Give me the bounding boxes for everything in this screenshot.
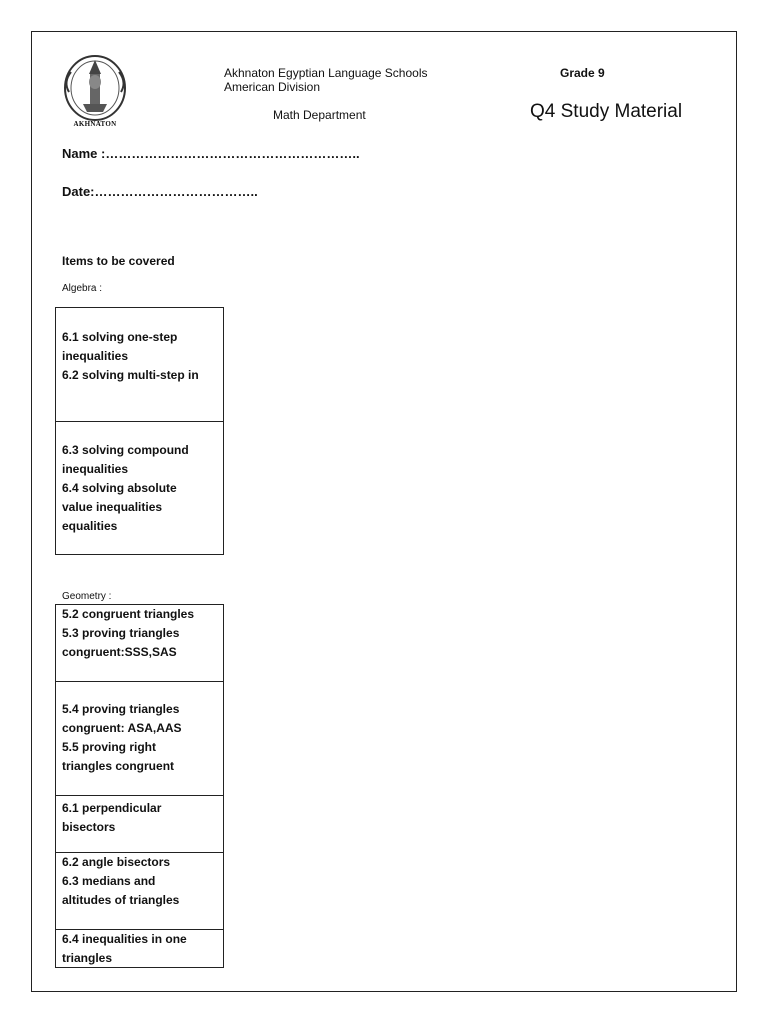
topic-line: 6.3 solving compound	[62, 443, 189, 457]
topic-line: 6.4 inequalities in one	[62, 932, 187, 946]
topic-line: equalities	[62, 519, 118, 533]
material-title: Q4 Study Material	[530, 101, 683, 122]
algebra-box-1	[55, 307, 224, 422]
grade: Grade 9	[560, 66, 605, 80]
algebra-box-2	[55, 421, 224, 555]
topic-line: congruent:SSS,SAS	[62, 645, 177, 659]
logo-text: AKHNATON	[73, 120, 117, 128]
topic-line: 6.2 solving multi-step in	[62, 368, 199, 382]
items-heading: Items to be covered	[62, 254, 175, 268]
geometry-box-3	[55, 795, 224, 853]
topic-line: value inequalities	[62, 500, 163, 514]
topic-line: 5.5 proving right	[62, 740, 157, 754]
geometry-box-1	[55, 604, 224, 682]
department: Math Department	[273, 108, 366, 122]
geometry-box-4	[55, 852, 224, 930]
topic-line: 6.4 solving absolute	[62, 481, 177, 495]
topic-line: 6.2 angle bisectors	[62, 855, 171, 869]
topic-line: 5.3 proving triangles	[62, 626, 180, 640]
division: American Division	[224, 80, 321, 94]
topic-line: inequalities	[62, 462, 129, 476]
geometry-label: Geometry :	[62, 591, 112, 602]
geometry-box-2	[55, 681, 224, 796]
topic-line: bisectors	[62, 820, 116, 834]
topic-line: 6.1 solving one-step	[62, 330, 178, 344]
school-name: Akhnaton Egyptian Language Schools	[224, 66, 428, 80]
topic-line: 5.2 congruent triangles	[62, 607, 195, 621]
topic-line: altitudes of triangles	[62, 893, 180, 907]
topic-line: 6.3 medians and	[62, 874, 156, 888]
name-field: Name :…………………………………………………..	[62, 146, 360, 161]
topic-line: inequalities	[62, 349, 129, 363]
geometry-box-5	[55, 929, 224, 968]
topic-line: 5.4 proving triangles	[62, 702, 180, 716]
topic-line: congruent: ASA,AAS	[62, 721, 182, 735]
date-field: Date:………………………………..	[62, 184, 258, 199]
school-header	[224, 66, 428, 94]
topic-line: triangles	[62, 951, 113, 965]
topic-line: 6.1 perpendicular	[62, 801, 162, 815]
algebra-label: Algebra :	[62, 283, 103, 294]
topic-line: triangles congruent	[62, 759, 175, 773]
